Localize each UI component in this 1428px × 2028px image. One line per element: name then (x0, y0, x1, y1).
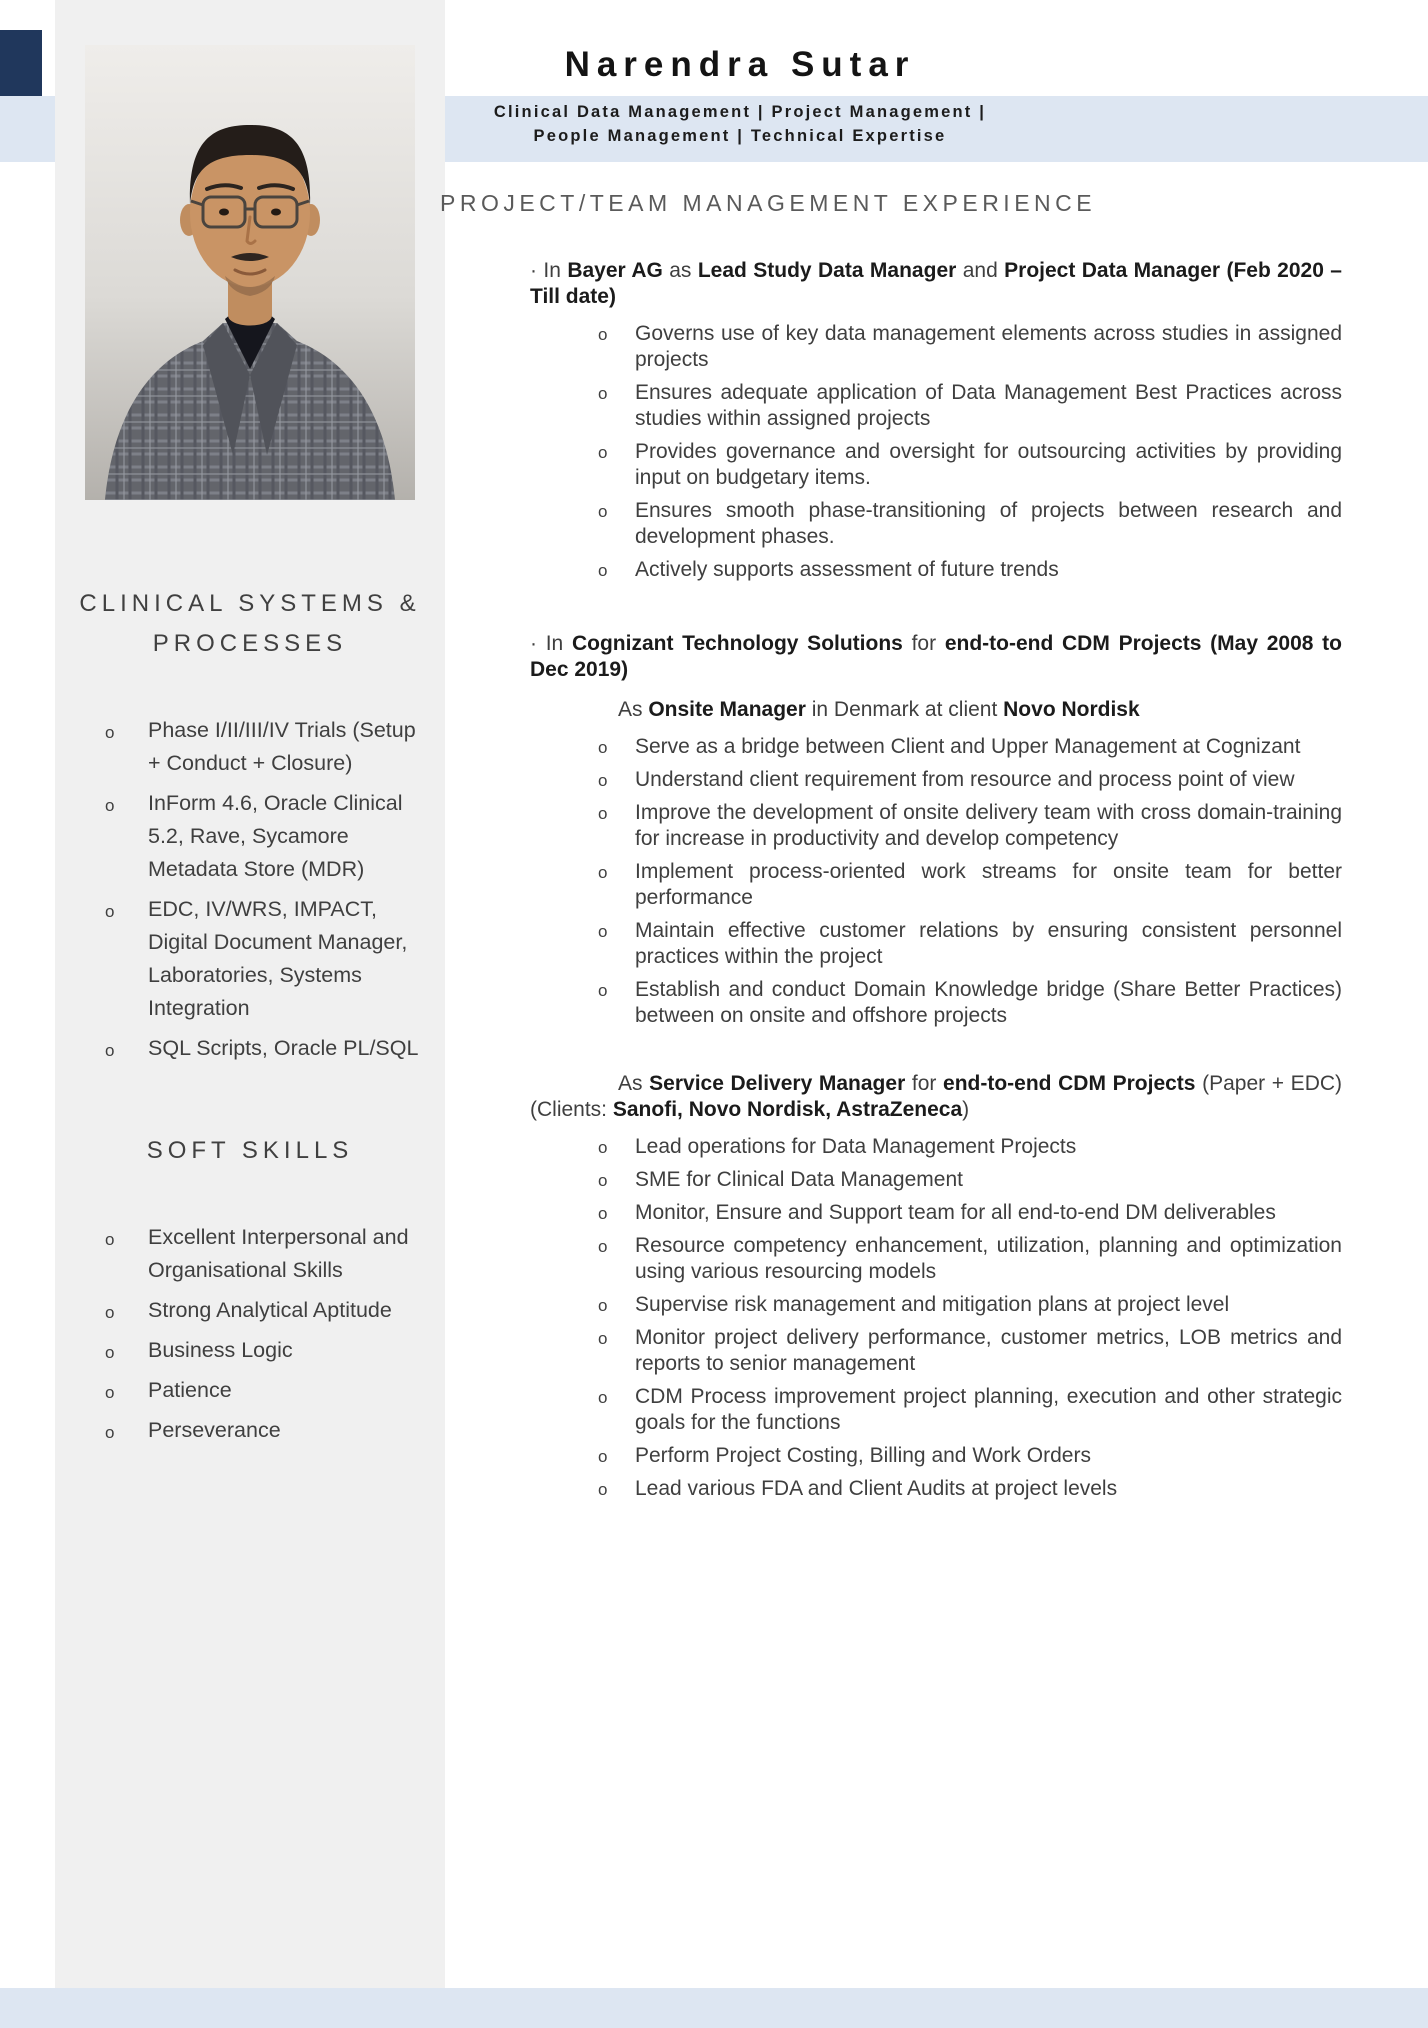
sidebar-sections (55, 584, 445, 1447)
experience-role-line (530, 1071, 1342, 1123)
experience-bullet (530, 380, 1342, 432)
regular-text: for (905, 1072, 944, 1095)
skill-text: InForm 4.6, Oracle Clinical 5.2, Rave, Sycamore Metadata Store (MDR) (148, 791, 403, 881)
bullet-marker: o (598, 738, 608, 757)
sidebar-skill-item (105, 1294, 433, 1327)
skill-text: SQL Scripts, Oracle PL/SQL (148, 1036, 419, 1060)
bullet-marker: o (598, 502, 608, 521)
bullet-text: Monitor project delivery performance, customer metrics, LOB metrics and reports to senior management (635, 1326, 1342, 1375)
experience-bullet (530, 1443, 1342, 1469)
experience-header (530, 258, 1342, 310)
bullet-marker: o (105, 796, 115, 815)
skill-text: EDC, IV/WRS, IMPACT, Digital Document Manager, Laboratories, Systems Integration (148, 897, 408, 1020)
bold-text: Novo Nordisk (1003, 698, 1140, 721)
bullet-marker: o (105, 723, 115, 742)
bullet-marker: o (598, 1237, 608, 1256)
bullet-text: Monitor, Ensure and Support team for all end-to-end DM deliverables (635, 1201, 1276, 1224)
experience-bullet (530, 439, 1342, 491)
experience-bullet (530, 1384, 1342, 1436)
sidebar-skill-item (105, 787, 433, 886)
bold-text: end-to-end CDM Projects (943, 1072, 1196, 1095)
bullet-marker: o (598, 1480, 608, 1499)
bullet-marker: o (598, 1447, 608, 1466)
bullet-text: Perform Project Costing, Billing and Work Orders (635, 1444, 1091, 1467)
skill-text: Patience (148, 1378, 232, 1402)
skill-text: Business Logic (148, 1338, 293, 1362)
bullet-text: Provides governance and oversight for outsourcing activities by providing input on budgetary items. (635, 440, 1342, 489)
navy-accent-block (0, 30, 42, 96)
bullet-text: Supervise risk management and mitigation plans at project level (635, 1293, 1230, 1316)
sidebar-skill-item (105, 1414, 433, 1447)
experience-bullet-list (530, 1134, 1342, 1502)
bullet-marker: o (598, 863, 608, 882)
bullet-text: Establish and conduct Domain Knowledge bridge (Share Better Practices) between on onsite and offshore projects (635, 978, 1342, 1027)
regular-text: · In (530, 632, 572, 655)
tagline-line2: People Management | Technical Expertise (533, 127, 947, 145)
section-heading: PROJECT/TEAM MANAGEMENT EXPERIENCE (440, 190, 1097, 216)
experience-bullet (530, 767, 1342, 793)
sidebar-section-title: CLINICAL SYSTEMS & PROCESSES (79, 590, 421, 657)
bullet-text: Understand client requirement from resource and process point of view (635, 768, 1295, 791)
sidebar-skill-item (105, 1334, 433, 1367)
regular-text: for (902, 632, 945, 655)
sidebar-skill-list (55, 714, 445, 1065)
bullet-marker: o (598, 325, 608, 344)
regular-text: As (618, 1072, 650, 1095)
bullet-text: Improve the development of onsite delivery team with cross domain-training for increase in productivity and develop competency (635, 801, 1342, 850)
bullet-text: Lead various FDA and Client Audits at project levels (635, 1477, 1118, 1500)
experience-section (530, 0, 1342, 1509)
bullet-marker: o (598, 804, 608, 823)
skill-text: Excellent Interpersonal and Organisational Skills (148, 1225, 409, 1282)
bullet-marker: o (598, 922, 608, 941)
bullet-marker: o (105, 1303, 115, 1322)
experience-bullet (530, 800, 1342, 852)
sidebar-skill-item (105, 1221, 433, 1287)
experience-bullet (530, 1233, 1342, 1285)
profile-photo (85, 45, 415, 500)
bullet-marker: o (598, 561, 608, 580)
experience-bullet (530, 918, 1342, 970)
regular-text: As (618, 698, 649, 721)
bold-text: Onsite Manager (648, 698, 806, 721)
experience-bullet (530, 734, 1342, 760)
bold-text: Bayer AG (567, 259, 663, 282)
sidebar-skill-item (105, 1032, 433, 1065)
regular-text: and (956, 259, 1005, 282)
bullet-marker: o (105, 1343, 115, 1362)
bullet-marker: o (598, 443, 608, 462)
experience-bullet (530, 977, 1342, 1029)
experience-bullet (530, 1476, 1342, 1502)
bottom-blue-band (0, 1988, 1428, 2028)
experience-header (530, 631, 1342, 683)
sidebar-skill-item (105, 714, 433, 780)
bullet-marker: o (598, 1138, 608, 1157)
bullet-marker: o (598, 1329, 608, 1348)
regular-text: ) (962, 1098, 970, 1121)
experience-bullet (530, 1167, 1342, 1193)
experience-bullet-list (530, 734, 1342, 1029)
tagline-line1: Clinical Data Management | Project Management | (493, 103, 987, 121)
bullet-marker: o (105, 1383, 115, 1402)
experience-bullet (530, 321, 1342, 373)
bold-text: Service Delivery Manager (649, 1072, 906, 1095)
sidebar (55, 0, 445, 1988)
experience-bullet (530, 1200, 1342, 1226)
skill-text: Phase I/II/III/IV Trials (Setup + Conduct + Closure) (148, 718, 416, 775)
experience-bullet (530, 557, 1342, 583)
regular-text: · In (530, 259, 568, 282)
experience-bullet (530, 498, 1342, 550)
bullet-text: CDM Process improvement project planning, execution and other strategic goals for the functions (635, 1385, 1342, 1434)
experience-bullet (530, 1325, 1342, 1377)
bullet-text: Serve as a bridge between Client and Upper Management at Cognizant (635, 735, 1301, 758)
sidebar-skill-list (55, 1221, 445, 1447)
skill-text: Strong Analytical Aptitude (148, 1298, 392, 1322)
regular-text: in Denmark at client (805, 698, 1004, 721)
bullet-marker: o (598, 384, 608, 403)
experience-bullet (530, 859, 1342, 911)
bullet-text: Ensures smooth phase-transitioning of projects between research and development phases. (635, 499, 1342, 548)
sidebar-skill-item (105, 893, 433, 1025)
skill-text: Perseverance (148, 1418, 281, 1442)
bullet-text: Governs use of key data management elements across studies in assigned projects (635, 322, 1342, 371)
bullet-text: Implement process-oriented work streams for onsite team for better performance (635, 860, 1342, 909)
bullet-marker: o (105, 1041, 115, 1060)
bullet-marker: o (598, 981, 608, 1000)
bold-text: end-to-end CDM Projects (May 2008 to Dec 2019) (530, 632, 1342, 681)
portrait-illustration (85, 45, 415, 500)
bullet-marker: o (598, 1388, 608, 1407)
bullet-marker: o (598, 771, 608, 790)
bullet-text: Resource competency enhancement, utilization, planning and optimization using various resourcing models (635, 1234, 1342, 1283)
bullet-marker: o (105, 1423, 115, 1442)
experience-bullet (530, 1292, 1342, 1318)
bold-text: Lead Study Data Manager (697, 259, 957, 282)
experience-bullet-list (530, 321, 1342, 583)
person-name: Narendra Sutar (564, 45, 916, 84)
bullet-marker: o (105, 902, 115, 921)
bullet-text: Actively supports assessment of future trends (635, 558, 1059, 581)
bullet-marker: o (598, 1296, 608, 1315)
bullet-text: Lead operations for Data Management Projects (635, 1135, 1077, 1158)
bullet-marker: o (598, 1204, 608, 1223)
regular-text: (Paper + EDC) (Clients: (530, 1072, 1343, 1121)
bullet-marker: o (105, 1230, 115, 1249)
bold-text: Sanofi, Novo Nordisk, AstraZeneca (612, 1098, 963, 1121)
regular-text: as (662, 259, 698, 282)
sidebar-skill-item (105, 1374, 433, 1407)
experience-role-line (530, 697, 1342, 723)
bullet-text: Ensures adequate application of Data Management Best Practices across studies within assigned projects (635, 381, 1342, 430)
sidebar-section-title: SOFT SKILLS (146, 1137, 354, 1164)
bullet-text: Maintain effective customer relations by ensuring consistent personnel practices within the project (635, 919, 1342, 968)
experience-bullet (530, 1134, 1342, 1160)
bullet-marker: o (598, 1171, 608, 1190)
bold-text: Project Data Manager (Feb 2020 – Till date) (530, 259, 1342, 308)
bullet-text: SME for Clinical Data Management (635, 1168, 963, 1191)
bold-text: Cognizant Technology Solutions (571, 632, 903, 655)
